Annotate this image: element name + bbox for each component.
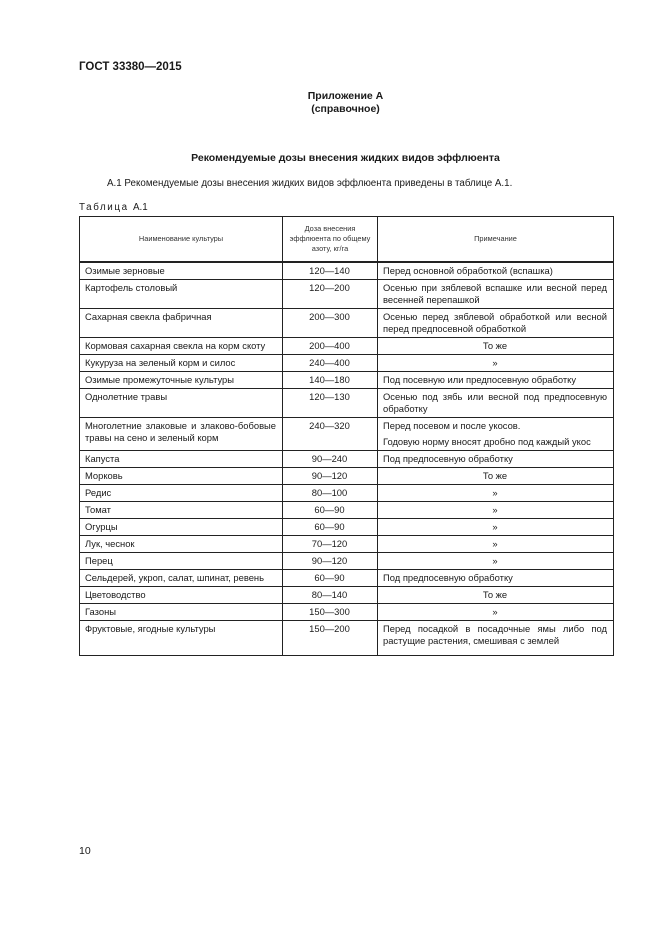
table-row xyxy=(80,468,614,485)
cell-crop: Цветоводство xyxy=(80,587,283,604)
table-row xyxy=(80,485,614,502)
cell-dose: 150—200 xyxy=(283,621,378,656)
cell-note: » xyxy=(378,502,614,519)
appendix-subtitle: (справочное) xyxy=(311,103,380,115)
cell-dose: 150—300 xyxy=(283,604,378,621)
cell-dose: 90—120 xyxy=(283,468,378,485)
cell-note: Под предпосевную обработку xyxy=(378,451,614,468)
cell-note: » xyxy=(378,355,614,372)
cell-crop: Морковь xyxy=(80,468,283,485)
cell-note: » xyxy=(378,536,614,553)
cell-note: Перед основной обработкой (вспашка) xyxy=(378,262,614,280)
appendix-heading xyxy=(0,90,661,116)
cell-crop: Фруктовые, ягодные культуры xyxy=(80,621,283,656)
cell-note: Осенью под зябь или весной под предпосевную обработку xyxy=(378,389,614,418)
cell-crop: Редис xyxy=(80,485,283,502)
cell-dose: 60—90 xyxy=(283,519,378,536)
cell-dose: 240—320 xyxy=(283,418,378,451)
cell-note: Под предпосевную обработку xyxy=(378,570,614,587)
table-caption-number: А.1 xyxy=(132,202,148,213)
cell-crop: Кормовая сахарная свекла на корм скоту xyxy=(80,338,283,355)
page-number: 10 xyxy=(79,845,91,857)
cell-note: То же xyxy=(378,338,614,355)
cell-dose: 200—300 xyxy=(283,309,378,338)
appendix-title: Приложение А xyxy=(307,90,384,102)
table-row xyxy=(80,389,614,418)
section-title: Рекомендуемые дозы внесения жидких видов эффлюента xyxy=(191,152,500,164)
cell-note: » xyxy=(378,604,614,621)
cell-dose: 70—120 xyxy=(283,536,378,553)
table-row xyxy=(80,502,614,519)
table-header-row xyxy=(80,217,614,263)
table-row xyxy=(80,418,614,451)
cell-note: Перед посадкой в посадочные ямы либо под растущие растения, смешивая с землей xyxy=(378,621,614,656)
table-body xyxy=(80,262,614,656)
table-row xyxy=(80,519,614,536)
cell-crop: Газоны xyxy=(80,604,283,621)
cell-dose: 200—400 xyxy=(283,338,378,355)
table-row xyxy=(80,309,614,338)
table-row xyxy=(80,280,614,309)
cell-crop: Лук, чеснок xyxy=(80,536,283,553)
cell-note: » xyxy=(378,519,614,536)
cell-note: То же xyxy=(378,587,614,604)
table-row xyxy=(80,451,614,468)
cell-note-line: Перед посевом и после укосов. xyxy=(383,420,521,431)
cell-crop: Томат xyxy=(80,502,283,519)
cell-note: То же xyxy=(378,468,614,485)
cell-crop: Озимые промежуточные культуры xyxy=(80,372,283,389)
cell-dose: 80—140 xyxy=(283,587,378,604)
cell-note xyxy=(378,418,614,451)
cell-crop: Кукуруза на зеленый корм и силос xyxy=(80,355,283,372)
cell-dose: 60—90 xyxy=(283,502,378,519)
cell-note: Осенью перед зяблевой обработкой или весной перед предпосевной обработкой xyxy=(378,309,614,338)
cell-crop: Однолетние травы xyxy=(80,389,283,418)
table-row xyxy=(80,553,614,570)
cell-dose: 120—140 xyxy=(283,262,378,280)
cell-dose: 240—400 xyxy=(283,355,378,372)
table-row xyxy=(80,372,614,389)
cell-dose: 60—90 xyxy=(283,570,378,587)
table-row xyxy=(80,604,614,621)
cell-note: Осенью при зяблевой вспашке или весной перед весенней перепашкой xyxy=(378,280,614,309)
table-row xyxy=(80,262,614,280)
cell-crop: Перец xyxy=(80,553,283,570)
dose-table xyxy=(79,216,614,656)
table-row xyxy=(80,338,614,355)
table-row xyxy=(80,536,614,553)
cell-dose: 120—200 xyxy=(283,280,378,309)
cell-crop: Огурцы xyxy=(80,519,283,536)
table-caption-label: Таблица xyxy=(79,202,129,213)
cell-note-line: Годовую норму вносят дробно под каждый укос xyxy=(383,436,591,447)
cell-dose: 90—240 xyxy=(283,451,378,468)
cell-crop: Озимые зерновые xyxy=(80,262,283,280)
cell-crop: Сельдерей, укроп, салат, шпинат, ревень xyxy=(80,570,283,587)
header-dose: Доза внесения эффлюента по общему азоту, кг/га xyxy=(283,217,378,263)
cell-crop: Картофель столовый xyxy=(80,280,283,309)
table-row xyxy=(80,621,614,656)
cell-dose: 120—130 xyxy=(283,389,378,418)
cell-crop: Сахарная свекла фабричная xyxy=(80,309,283,338)
cell-note: Под посевную или предпосевную обработку xyxy=(378,372,614,389)
header-note: Примечание xyxy=(378,217,614,263)
cell-crop: Капуста xyxy=(80,451,283,468)
document-code: ГОСТ 33380—2015 xyxy=(79,61,182,73)
table-row xyxy=(80,355,614,372)
cell-dose: 80—100 xyxy=(283,485,378,502)
table-row xyxy=(80,570,614,587)
cell-dose: 90—120 xyxy=(283,553,378,570)
cell-note: » xyxy=(378,485,614,502)
header-crop: Наименование культуры xyxy=(80,217,283,263)
cell-note: » xyxy=(378,553,614,570)
cell-crop: Многолетние злаковые и злаково-бобовые травы на сено и зеленый корм xyxy=(80,418,283,451)
intro-paragraph: А.1 Рекомендуемые дозы внесения жидких видов эффлюента приведены в таблице А.1. xyxy=(107,178,513,189)
table-caption xyxy=(79,202,148,213)
cell-dose: 140—180 xyxy=(283,372,378,389)
table-row xyxy=(80,587,614,604)
